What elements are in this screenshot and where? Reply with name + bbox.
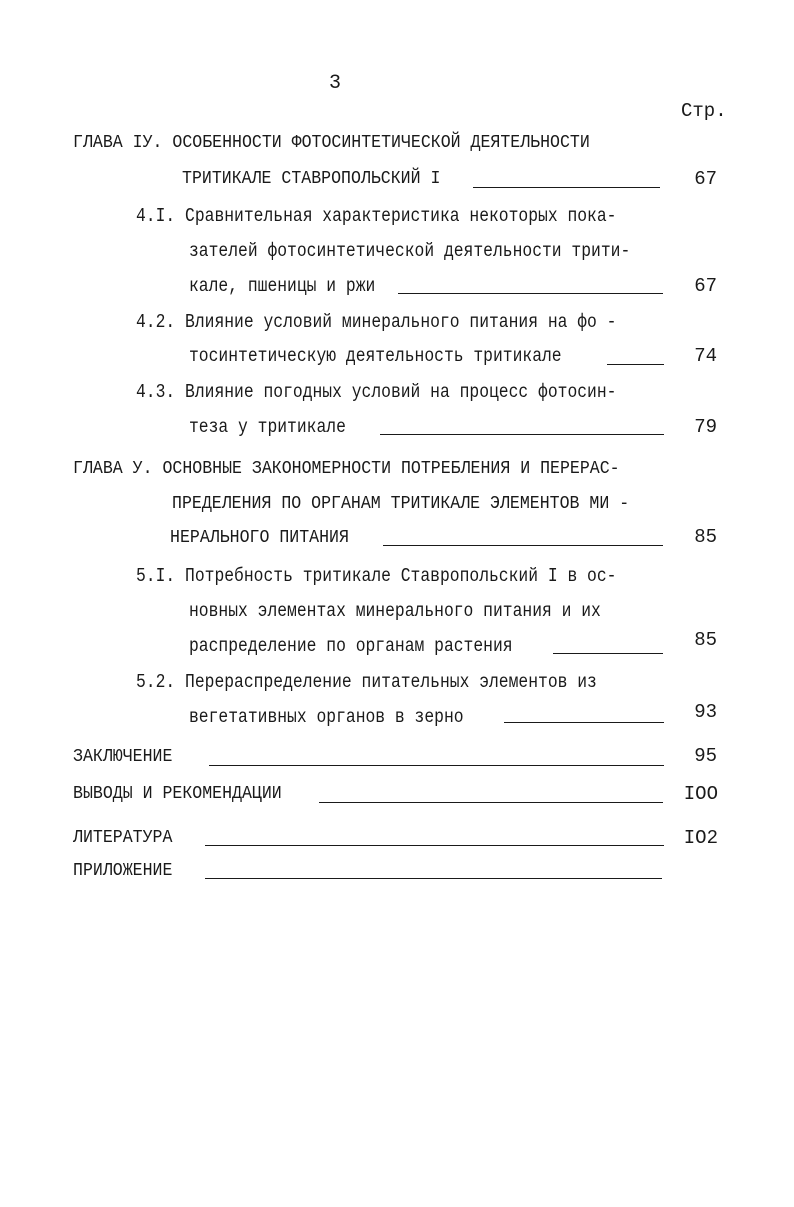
toc-line: 4.2. Влияние условий минерального питания на фо -	[136, 311, 617, 333]
leader-line	[553, 653, 663, 654]
page-ref: 95	[694, 745, 717, 767]
toc-line: ПРИЛОЖЕНИЕ	[73, 861, 173, 881]
toc-line: ВЫВОДЫ И РЕКОМЕНДАЦИИ	[73, 784, 282, 804]
page-ref: 79	[694, 416, 717, 438]
toc-line: ГЛАВА У. ОСНОВНЫЕ ЗАКОНОМЕРНОСТИ ПОТРЕБЛЕНИЯ И ПЕРЕРАС-	[73, 459, 620, 479]
leader-line	[380, 434, 664, 435]
toc-line: вегетативных органов в зерно	[189, 706, 464, 728]
page-ref: 67	[694, 275, 717, 297]
page-column-header: Стр.	[681, 100, 727, 122]
leader-line	[205, 878, 662, 879]
toc-line: 5.2. Перераспределение питательных элементов из	[136, 671, 597, 693]
leader-line	[319, 802, 663, 803]
page-ref: IOO	[683, 783, 718, 805]
leader-line	[383, 545, 663, 546]
toc-line: теза у тритикале	[189, 416, 346, 438]
toc-line: зателей фотосинтетической деятельности трити-	[189, 240, 631, 262]
page-ref: 85	[694, 629, 717, 651]
toc-line: ТРИТИКАЛЕ СТАВРОПОЛЬСКИЙ I	[182, 169, 441, 189]
toc-line: ПРЕДЕЛЕНИЯ ПО ОРГАНАМ ТРИТИКАЛЕ ЭЛЕМЕНТОВ МИ -	[172, 494, 630, 514]
leader-line	[398, 293, 663, 294]
toc-line: ЗАКЛЮЧЕНИЕ	[73, 747, 173, 767]
leader-line	[209, 765, 664, 766]
leader-line	[607, 364, 664, 365]
leader-line	[504, 722, 664, 723]
leader-line	[205, 845, 664, 846]
toc-line: 4.I. Сравнительная характеристика некоторых пока-	[136, 205, 617, 227]
toc-line: кале, пшеницы и ржи	[189, 275, 376, 297]
toc-line: новных элементах минерального питания и их	[189, 600, 601, 622]
toc-line: ГЛАВА IУ. ОСОБЕННОСТИ ФОТОСИНТЕТИЧЕСКОЙ ДЕЯТЕЛЬНОСТИ	[73, 133, 590, 153]
toc-line: 5.I. Потребность тритикале Ставропольский I в ос-	[136, 565, 617, 587]
toc-line: НЕРАЛЬНОГО ПИТАНИЯ	[170, 528, 349, 548]
page-ref: 93	[694, 701, 717, 723]
page-ref: 74	[694, 345, 717, 367]
toc-line: распределение по органам растения	[189, 635, 513, 657]
page-number: 3	[329, 72, 342, 95]
leader-line	[473, 187, 660, 188]
toc-line: тосинтетическую деятельность тритикале	[189, 345, 562, 367]
page-ref: 67	[694, 168, 717, 190]
page-ref: 85	[694, 526, 717, 548]
page-ref: IO2	[683, 827, 718, 849]
toc-line: ЛИТЕРАТУРА	[73, 828, 173, 848]
toc-line: 4.3. Влияние погодных условий на процесс фотосин-	[136, 381, 617, 403]
